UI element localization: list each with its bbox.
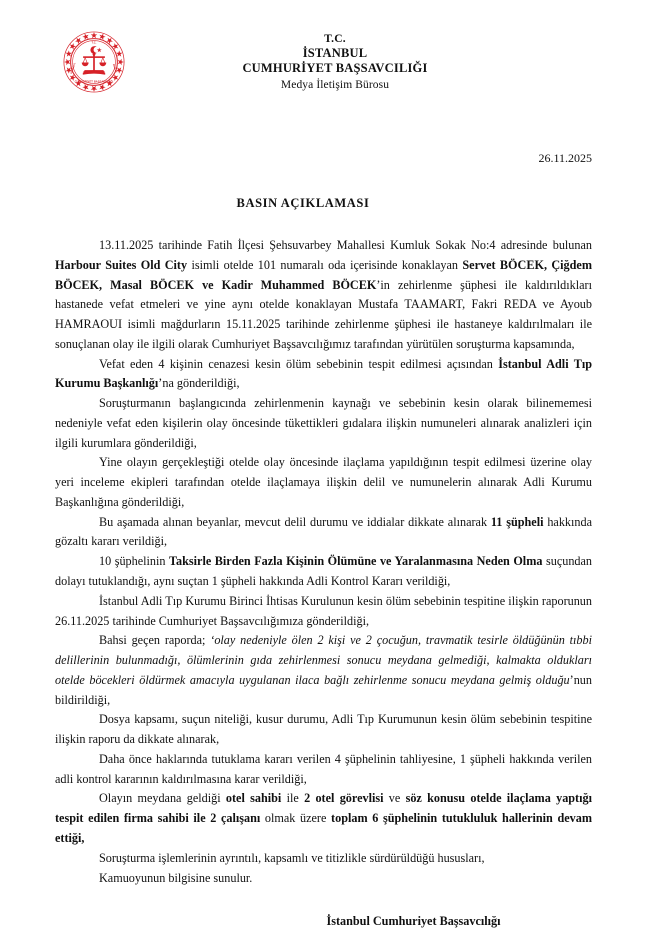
- svg-text:CUMHURİYET BAŞSAVCILIĞI: CUMHURİYET BAŞSAVCILIĞI: [74, 80, 114, 84]
- org-line-bureau: Medya İletişim Bürosu: [280, 78, 390, 91]
- text-run: toplam 6 şüphelinin tutukluluk hallerinin devam ettiği,: [55, 811, 593, 845]
- page-title: BASIN AÇIKLAMASI: [236, 196, 370, 210]
- paragraph-p10-release-decision: [55, 750, 592, 790]
- paragraph-p11-remaining-detainees: [55, 789, 592, 848]
- text-run: ’nun bildirildiği,: [55, 672, 592, 707]
- text-run: Kamuoyunun bilgisine sunulur.: [99, 870, 253, 885]
- paragraph-p9-evaluation: [55, 710, 592, 750]
- svg-text:T.C.: T.C.: [91, 41, 97, 45]
- paragraph-p4-pesticide-samples: [55, 453, 592, 512]
- crescent-star-icon: [90, 46, 101, 54]
- paragraph-p7-forensic-report-sent: [55, 592, 592, 632]
- text-run: ile: [281, 791, 305, 806]
- text-run: olmak üzere: [260, 811, 332, 826]
- text-run: Taksirle Birden Fazla Kişinin Ölümüne ve Yaralanmasına Neden Olma: [169, 554, 543, 569]
- text-run: Vefat eden 4 kişinin cenazesi kesin ölüm sebebinin tespit edilmesi açısından: [99, 356, 499, 371]
- text-run: 10 şüphelinin: [99, 554, 170, 569]
- letterhead: [0, 0, 650, 112]
- text-run: Yine olayın gerçekleştiği otelde olay öncesinde ilaçlama yapıldığının tespit edilmesi üzerine olay yeri inceleme ekipleri tarafından otelde ilaçlamaya ilişkin delil ve numunelerin alınarak Adli Kurumu Başkanlığına gönderildiği,: [55, 455, 592, 509]
- organisation-heading: [133, 26, 595, 92]
- text-run: Harbour Suites Old City: [55, 257, 188, 272]
- text-run: 13.11.2025 tarihinde Fatih İlçesi Şehsuvarbey Mahallesi Kumluk Sokak No:4 adresinde bulunan: [99, 238, 592, 252]
- org-line-office: CUMHURİYET BAŞSAVCILIĞI: [242, 61, 428, 76]
- text-run: İstanbul Adli Tıp Kurumu Birinci İhtisas Kurulunun kesin ölüm sebebinin tespitine ilişkin raporunun 26.11.2025 tarihinde Cumhuriyet Başsavcılığımıza gönderildiği,: [55, 593, 592, 628]
- org-line-city: İSTANBUL: [302, 46, 368, 61]
- text-run: ve: [383, 791, 406, 806]
- text-run: suçundan dolayı tutuklandığı, aynı suçtan 1 şüpheli hakkında Adli Kontrol Kararı verildiği,: [55, 554, 593, 589]
- paragraph-p3-food-samples: [55, 394, 592, 453]
- paragraph-p6-arrest-charges: [55, 552, 592, 592]
- text-run: otel sahibi: [225, 791, 282, 806]
- text-run: ‘olay nedeniyle ölen 2 kişi ve 2 çocuğun, travmatik tesirle öldüğünün tıbbi delillerinin bulunmadığı, ölümlerinin gıda zehirlenmesi sonucu meydana gelmediği, kalmakta oldukları otelde böcekleri öldürmek amacıyla uygulanan ilaca bağlı zehirlenme sonucu meydana gelmiş olduğu: [55, 633, 592, 687]
- paragraph-p13-closing: [55, 869, 592, 889]
- text-run: Daha önce haklarında tutuklama kararı verilen 4 şüphelinin tahliyesine, 1 şüpheli hakkında verilen adli kontrol kararının kaldırılmasına karar verildiği,: [55, 751, 592, 786]
- paragraph-p5-custody-decision: [55, 513, 592, 553]
- text-run: 11 şüpheli: [490, 514, 544, 529]
- paragraph-p12-investigation-ongoing: [55, 849, 592, 869]
- paragraph-p2-autopsy-referral: [55, 355, 592, 395]
- signature-block: [0, 914, 650, 929]
- text-run: Bu aşamada alınan beyanlar, mevcut delil durumu ve iddialar dikkate alınarak: [99, 514, 491, 529]
- org-line-country: T.C.: [324, 33, 346, 45]
- paragraph-p1-incident-summary: [55, 236, 592, 355]
- emblem-container: [55, 26, 133, 94]
- document-body: [0, 236, 650, 888]
- text-run: Servet BÖCEK, Çiğdem BÖCEK, Masal BÖCEK ve Kadir Muhammed BÖCEK: [55, 257, 592, 292]
- text-run: 2 otel görevlisi: [304, 791, 384, 806]
- text-run: söz konusu otelde ilaçlama yaptığı tespit edilen firma sahibi ile 2 çalışanı: [55, 791, 592, 826]
- turkish-ministry-of-justice-emblem-icon: [62, 30, 126, 94]
- text-run: ’na gönderildiği,: [158, 376, 240, 391]
- text-run: Dosya kapsamı, suçun niteliği, kusur durumu, Adli Tıp Kurumunun kesin ölüm sebebinin tespitine ilişkin raporu da dikkate alınarak,: [55, 712, 592, 747]
- text-run: Soruşturma işlemlerinin ayrıntılı, kapsamlı ve titizlikle sürdürüldüğü hususları,: [99, 850, 485, 865]
- text-run: Soruşturmanın başlangıcında zehirlenmenin kaynağı ve sebebinin kesin olarak bilinememesi nedeniyle vefat eden kişilerin olay öncesinde tükettikleri gıdalara ilişkin numuneleri alınarak analizleri için ilgili kurumlara gönderildiği,: [55, 396, 592, 450]
- paragraph-p8-report-findings: [55, 631, 592, 710]
- svg-text:İSTANBUL: İSTANBUL: [70, 62, 77, 75]
- svg-text:ADALET: ADALET: [111, 63, 117, 74]
- text-run: İstanbul Adli Tıp Kurumu Başkanlığı: [55, 356, 592, 391]
- scales-of-justice-icon: [82, 53, 106, 74]
- document-date: 26.11.2025: [538, 151, 592, 165]
- text-run: ’in zehirlenme şüphesi ile kaldırıldıkları hastanede vefat etmeleri ve yine aynı otelde konaklayan Mustafa TAAMART, Fakri REDA ve Ayoub HAMRAOUI isimli mağdurların 15.11.2025 tarihinde zehirlenme şüphesi ile hastaneye kaldırılmaları ile sonuçlanan olay ile ilgili olarak Cumhuriyet Başsavcılığımız tarafından yürütülen soruşturma kapsamında,: [55, 277, 593, 351]
- text-run: Bahsi geçen raporda;: [99, 633, 211, 648]
- text-run: Olayın meydana geldiği: [99, 791, 226, 806]
- text-run: isimli otelde 101 numaralı oda içerisinde konaklayan: [187, 257, 463, 272]
- text-run: hakkında gözaltı kararı verildiği,: [55, 514, 592, 549]
- signature-text: İstanbul Cumhuriyet Başsavcılığı: [326, 914, 501, 929]
